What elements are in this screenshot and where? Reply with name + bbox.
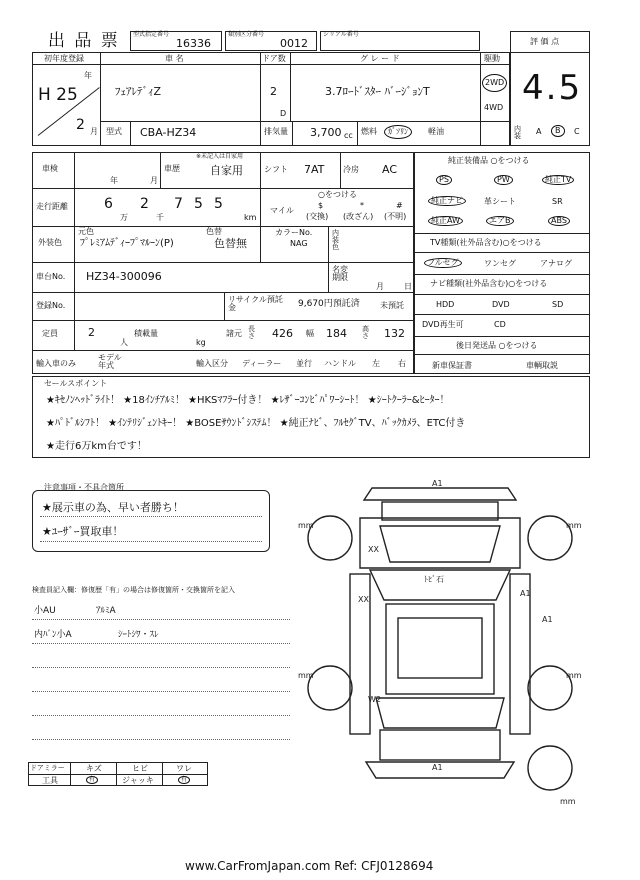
- month-unit: 月: [90, 127, 98, 136]
- navi-dvdplay: DVD再生可: [422, 320, 464, 329]
- inspector-entry-2b: ｼｰﾄｼﾜ・ｽﾚ: [118, 630, 159, 640]
- import-type-label: 輸入区分: [196, 359, 228, 368]
- notes-label: 注意事項・不具合箇所: [44, 483, 124, 492]
- notes-line-1: ★展示車の為、早い者勝ち！: [42, 501, 184, 514]
- serial-label: シリアル番号: [323, 31, 359, 38]
- swap-symbol: $: [318, 201, 324, 210]
- shift-value: 7AT: [304, 163, 325, 176]
- equip-tv: 純正TV: [542, 175, 574, 185]
- exterior-color: ﾌﾟﾚﾐｱﾑﾃﾞｨｰﾌﾟﾏﾙｰﾝ(P): [80, 238, 174, 249]
- inspector-entry-2a: 内ﾊﾞﾝ小A: [34, 630, 72, 640]
- mm-label-fl: mm: [298, 521, 314, 530]
- handle-label: ハンドル: [324, 359, 356, 368]
- equip-airbag: エアB: [486, 216, 514, 226]
- light-oil-label: 軽油: [428, 127, 444, 136]
- fuel-label: 燃料: [361, 127, 377, 136]
- sales-line-2: ★ﾊﾟﾄﾞﾙｼﾌﾄ！ ★ｲﾝﾃﾘｼﾞｪﾝﾄｷｰ！ ★BOSEｻｳﾝﾄﾞｼｽﾃﾑ！ ★純正ﾅﾋﾞ、ﾌﾙｾｸﾞTV、ﾊﾞｯｸｶﾒﾗ、ETC付き: [46, 418, 466, 429]
- capacity-value: 2: [88, 326, 95, 339]
- length-label: 長さ: [248, 325, 255, 340]
- inspection-month-unit: 月: [150, 176, 158, 185]
- name-change-label: 名変期限: [332, 265, 348, 282]
- mileage-digit-2: 2: [140, 196, 149, 212]
- details-block: [32, 152, 414, 374]
- docs-warranty: 新車保証書: [432, 361, 472, 370]
- drive-4wd: 4WD: [484, 103, 504, 112]
- import-label: 輸入車のみ: [36, 359, 76, 368]
- model-code-label: 型式指定番号: [133, 31, 170, 38]
- tint-value: 色替無: [214, 237, 247, 250]
- mark-right-front: A1: [520, 589, 531, 598]
- mm-label-rr: mm: [566, 671, 582, 680]
- load-label: 積載量: [134, 329, 158, 338]
- car-name-label: 車 名: [165, 54, 184, 63]
- footer-ref: www.CarFromJapan.com Ref: CFJ0128694: [185, 859, 434, 873]
- recycle-status: 未預託: [380, 301, 404, 310]
- mileage-digit-3: 7: [174, 196, 183, 212]
- recycle-label: リサイクル預託金: [228, 295, 283, 312]
- fuel-gasoline: ｶﾞｿﾘﾝ: [384, 125, 412, 139]
- dims-label: 諸元: [226, 329, 242, 338]
- history-value: 自家用: [210, 164, 243, 177]
- circle-note: ○をつける: [318, 190, 357, 199]
- class-code-label: 類別区分番号: [228, 31, 265, 38]
- name-change-day: 日: [404, 282, 412, 291]
- inspector-label: 検査員記入欄：修復歴「有」の場合は修復箇所・交換箇所を記入: [32, 586, 235, 594]
- mark-front-left: XX: [368, 545, 379, 554]
- unknown-text: (不明): [384, 212, 407, 221]
- grade-label: グ レ ー ド: [360, 54, 400, 63]
- legend-break: ワレ: [176, 764, 192, 773]
- docs-label: 後日発送品 ○をつける: [456, 341, 538, 350]
- altered-symbol: *: [360, 201, 364, 210]
- height-label: 高さ: [362, 325, 369, 340]
- original-color-label: 元色: [78, 227, 94, 236]
- interior-grade-c: C: [574, 127, 580, 136]
- left-label: 左: [372, 359, 380, 368]
- score-value: 4.5: [522, 68, 583, 108]
- first-reg-label: 初年度登録: [44, 54, 84, 63]
- navi-hdd: HDD: [436, 300, 455, 309]
- inspection-year-unit: 年: [110, 176, 118, 185]
- history-note: ※未記入は自家用: [196, 153, 244, 160]
- chassis-value: HZ34-300096: [86, 270, 162, 283]
- inspection-label: 車検: [42, 164, 58, 173]
- tv-oneseg: ワンセグ: [484, 259, 516, 268]
- interior-grade-b: B: [551, 125, 565, 137]
- tv-label: TV種類(社外品含む)○をつける: [430, 238, 542, 247]
- year-unit: 年: [84, 71, 92, 80]
- km-unit: km: [244, 213, 257, 222]
- drive-label: 駆動: [484, 54, 500, 63]
- inspector-entry-1a: 小AU: [34, 606, 56, 616]
- swap-text: (交換): [306, 212, 329, 221]
- width-value: 184: [326, 327, 347, 340]
- first-reg-month: 2: [76, 117, 85, 133]
- mark-right-rear: A1: [542, 615, 553, 624]
- door-label: ドア数: [262, 54, 286, 63]
- legend-tool-mark: 有: [86, 776, 98, 784]
- factory-label: 純正装備品 ○をつける: [448, 156, 530, 165]
- interior-color-label: 内装色: [332, 229, 339, 251]
- capacity-label: 定員: [42, 329, 58, 338]
- drive-2wd: 2WD: [482, 74, 507, 92]
- reg-no-label: 登録No.: [36, 301, 66, 310]
- name-change-month: 月: [376, 282, 384, 291]
- kg-unit: kg: [196, 338, 206, 347]
- mile-label: マイル: [270, 206, 294, 215]
- history-label: 車歴: [164, 164, 180, 173]
- mileage-digit-4: 5: [194, 196, 203, 212]
- equip-abs: ABS: [548, 216, 570, 226]
- mileage-digit-1: 6: [104, 196, 113, 212]
- navi-sd: SD: [552, 300, 564, 309]
- navi-cd: CD: [494, 320, 506, 329]
- sen-unit: 千: [156, 213, 164, 222]
- right-label: 右: [398, 359, 406, 368]
- doors: 2: [270, 85, 277, 98]
- legend-crack: ヒビ: [132, 764, 148, 773]
- equip-pw: PW: [494, 175, 513, 185]
- ac-value: AC: [382, 163, 398, 176]
- length-value: 426: [272, 327, 293, 340]
- equip-leather: 革シート: [484, 197, 516, 206]
- navi-label: ナビ種類(社外品含む)○をつける: [430, 279, 548, 288]
- sales-line-1: ★ｷｾﾉﾝﾍｯﾄﾞﾗｲﾄ！ ★18ｲﾝﾁｱﾙﾐ！ ★HKSﾏﾌﾗｰ付き！ ★ﾚｻﾞｰｺﾝﾋﾞﾊﾟﾜｰｼｰﾄ！ ★ｼｰﾄｸｰﾗｰ&ﾋｰﾀｰ！: [46, 395, 450, 406]
- person-unit: 人: [120, 338, 128, 347]
- grade: 3.7ﾛｰﾄﾞｽﾀｰ ﾊﾞｰｼﾞｮﾝT: [325, 85, 430, 98]
- equip-ps: PS: [436, 175, 452, 185]
- shift-label: シフト: [264, 165, 288, 174]
- legend-scratch: キズ: [86, 764, 102, 773]
- mileage-digit-5: 5: [214, 196, 223, 212]
- legend-door-mirror: ドアミラー: [30, 764, 65, 772]
- car-damage-diagram: [290, 478, 590, 808]
- mark-windshield: ﾄﾋﾞ石: [424, 575, 444, 584]
- tint-label: 色替: [206, 227, 222, 236]
- equip-aw: 純正AW: [428, 216, 463, 226]
- chassis-label: 車台No.: [36, 272, 66, 281]
- model-code: 16336: [176, 37, 211, 50]
- navi-dvd: DVD: [492, 300, 510, 309]
- notes-box: [32, 490, 270, 552]
- unknown-symbol: #: [396, 201, 403, 210]
- interior-label: 内装: [514, 125, 521, 140]
- model-year-label: モデル年式: [98, 353, 122, 370]
- displacement: 3,700: [310, 126, 342, 139]
- type-value: CBA-HZ34: [140, 126, 197, 139]
- mark-left-rear-wheel: W2: [368, 695, 381, 704]
- displacement-unit: cc: [344, 131, 353, 140]
- dealer-label: ディーラー: [242, 359, 282, 368]
- recycle-value: 9,670円預託済: [298, 299, 360, 309]
- equip-navi: 純正ナビ: [428, 196, 466, 206]
- sales-label: セールスポイント: [44, 379, 108, 388]
- sheet-title: 出 品 票: [48, 31, 120, 51]
- mileage-label: 走行距離: [36, 202, 68, 211]
- door-suffix: D: [280, 109, 287, 118]
- displacement-label: 排気量: [264, 127, 288, 136]
- tv-fullseg: フルセグ: [424, 258, 462, 268]
- tv-analog: アナログ: [540, 259, 572, 268]
- width-label: 幅: [306, 329, 314, 338]
- mark-rear-bumper: A1: [432, 763, 443, 772]
- notes-line-2: ★ﾕｰｻﾞｰ買取車！: [42, 525, 124, 538]
- docs-manual: 車輌取説: [526, 361, 558, 370]
- man-unit: 万: [120, 213, 128, 222]
- score-label: 評 価 点: [530, 37, 560, 46]
- car-name: ﾌｪｱﾚﾃﾞｨZ: [115, 85, 162, 98]
- legend-tool: 工具: [42, 776, 58, 785]
- mark-left-door: XX: [358, 595, 369, 604]
- sales-line-3: ★走行6万km台です！: [46, 441, 147, 452]
- mm-label-fr: mm: [566, 521, 582, 530]
- legend-jack: ジャッキ: [122, 776, 154, 785]
- exterior-label: 外装色: [38, 238, 62, 247]
- equip-sr: SR: [552, 197, 563, 206]
- ac-label: 冷房: [343, 165, 359, 174]
- mark-front-bumper: A1: [432, 479, 443, 488]
- mm-label-rl: mm: [298, 671, 314, 680]
- altered-text: (改ざん): [343, 212, 374, 221]
- mm-label-spare: mm: [560, 797, 576, 806]
- parallel-label: 並行: [296, 359, 312, 368]
- type-label: 型式: [106, 127, 122, 136]
- color-no: NAG: [290, 239, 308, 248]
- interior-grade-a: A: [536, 127, 542, 136]
- inspector-entry-1b: ｱﾙﾐA: [96, 606, 116, 616]
- height-value: 132: [384, 327, 405, 340]
- color-no-label: カラーNo.: [275, 228, 313, 237]
- class-code: 0012: [280, 37, 308, 50]
- first-reg-era: H 25: [38, 85, 78, 105]
- legend-jack-mark: 有: [178, 776, 190, 784]
